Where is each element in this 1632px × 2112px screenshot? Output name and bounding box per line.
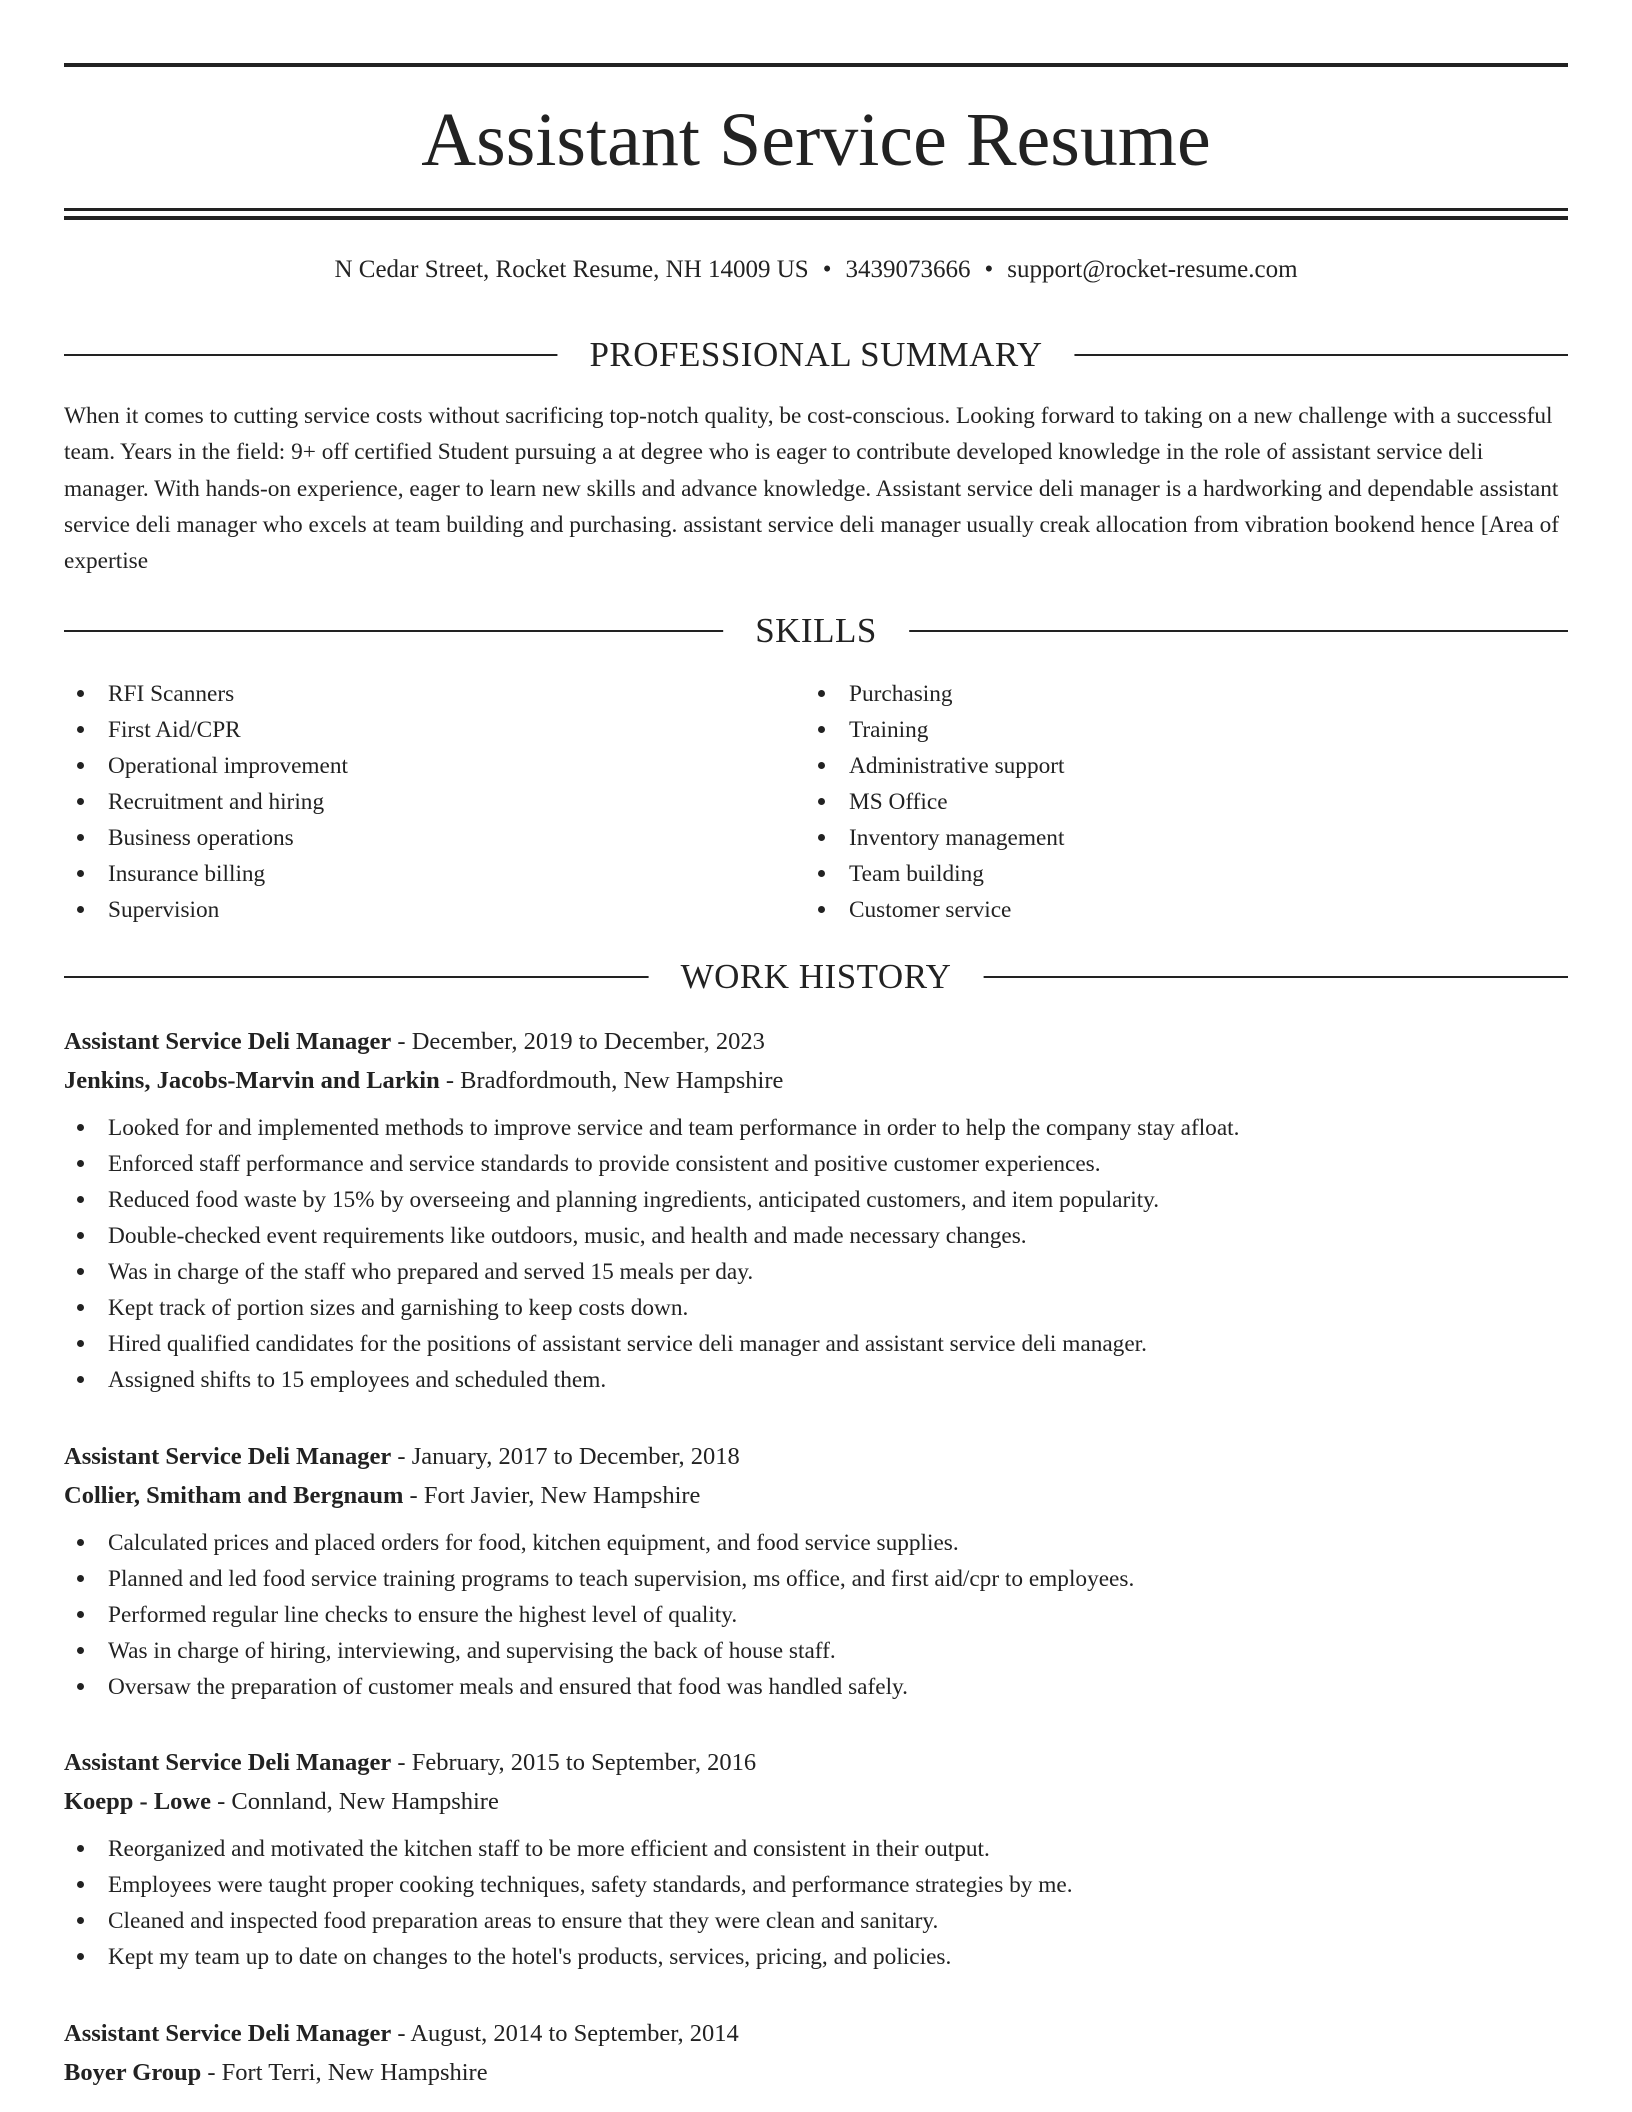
bullet-icon xyxy=(77,1647,84,1654)
bullet-icon xyxy=(77,1340,84,1347)
bullet-icon xyxy=(77,1575,84,1582)
duty-item: Cleaned and inspected food preparation areas to ensure that they were clean and sanitary. xyxy=(64,1903,1568,1939)
job-dates: - August, 2014 to September, 2014 xyxy=(391,2020,739,2047)
job-title: Assistant Service Deli Manager xyxy=(64,1028,392,1055)
bullet-icon xyxy=(818,762,825,769)
skill-item: Insurance billing xyxy=(64,856,804,892)
bullet-icon xyxy=(77,1124,84,1131)
bullet-icon xyxy=(818,870,825,877)
job-location: - Connland, New Hampshire xyxy=(211,1788,499,1815)
job-location: - Fort Javier, New Hampshire xyxy=(403,1482,701,1509)
bullet-icon xyxy=(818,798,825,805)
duty-item: Calculated prices and placed orders for food, kitchen equipment, and food service supplies. xyxy=(64,1525,1568,1561)
duty-item: Reorganized and motivated the kitchen staff to be more efficient and consistent in their output. xyxy=(64,1831,1568,1867)
job-company: Jenkins, Jacobs-Marvin and Larkin xyxy=(64,1067,440,1094)
duty-item: Performed regular line checks to ensure the highest level of quality. xyxy=(64,1597,1568,1633)
duty-item: Planned and led food service training programs to teach supervision, ms office, and first aid/cpr to employees. xyxy=(64,1561,1568,1597)
job-title-line xyxy=(64,2014,1568,2053)
bullet-icon xyxy=(77,1268,84,1275)
skill-item: Customer service xyxy=(805,892,1545,928)
bullet-icon xyxy=(77,1376,84,1383)
contact-line xyxy=(64,252,1568,288)
skills-list-left xyxy=(64,676,804,928)
job-entry xyxy=(64,1022,1568,1398)
job-duties xyxy=(64,1110,1568,1398)
contact-separator: • xyxy=(822,256,832,283)
duty-item: Double-checked event requirements like outdoors, music, and health and made necessary changes. xyxy=(64,1218,1568,1254)
duty-item: Assigned shifts to 15 employees and scheduled them. xyxy=(64,1362,1568,1398)
skill-item: Business operations xyxy=(64,820,804,856)
job-company-line xyxy=(64,1782,1568,1821)
title-rule-upper xyxy=(64,208,1568,211)
section-title-skills: SKILLS xyxy=(723,609,909,653)
skill-item: Supervision xyxy=(64,892,804,928)
duty-item: Kept track of portion sizes and garnishing to keep costs down. xyxy=(64,1290,1568,1326)
job-entry xyxy=(64,1743,1568,1975)
section-heading-work xyxy=(64,955,1568,999)
bullet-icon xyxy=(77,1917,84,1924)
job-company-line xyxy=(64,1476,1568,1515)
job-title-line xyxy=(64,1743,1568,1782)
job-company: Boyer Group xyxy=(64,2059,202,2086)
bullet-icon xyxy=(818,726,825,733)
job-duties xyxy=(64,1525,1568,1705)
bullet-icon xyxy=(818,834,825,841)
skill-item: Purchasing xyxy=(805,676,1545,712)
skill-item: RFI Scanners xyxy=(64,676,804,712)
duty-item: Employees were taught proper cooking techniques, safety standards, and performance strategies by me. xyxy=(64,1867,1568,1903)
section-heading-summary xyxy=(64,333,1568,377)
summary-text: When it comes to cutting service costs without sacrificing top-notch quality, be cost-conscious. Looking forward to taking on a new challenge with a successful team. Years in the field: 9+ off certified Student pursuing a at degree who is eager to contribute developed knowledge in the role of assistant service deli manager. With hands-on experience, eager to learn new skills and advance knowledge. Assistant service deli manager is a hardworking and dependable assistant service deli manager who excels at team building and purchasing. assistant service deli manager usually creak allocation from vibration bookend hence [Area of expertise xyxy=(64,403,1559,575)
duty-item: Looked for and implemented methods to improve service and team performance in order to help the company stay afloat. xyxy=(64,1110,1568,1146)
job-duties xyxy=(64,1831,1568,1975)
contact-email: support@rocket-resume.com xyxy=(1007,256,1298,283)
bullet-icon xyxy=(77,1232,84,1239)
bullet-icon xyxy=(77,690,84,697)
bullet-icon xyxy=(77,1683,84,1690)
skill-item: Operational improvement xyxy=(64,748,804,784)
bullet-icon xyxy=(77,798,84,805)
skill-item: MS Office xyxy=(805,784,1545,820)
bullet-icon xyxy=(77,1160,84,1167)
job-title: Assistant Service Deli Manager xyxy=(64,1749,392,1776)
job-location: - Bradfordmouth, New Hampshire xyxy=(439,1067,784,1094)
skill-item: First Aid/CPR xyxy=(64,712,804,748)
duty-item: Was in charge of hiring, interviewing, and supervising the back of house staff. xyxy=(64,1633,1568,1669)
bullet-icon xyxy=(818,690,825,697)
bullet-icon xyxy=(77,726,84,733)
contact-address: N Cedar Street, Rocket Resume, NH 14009 US xyxy=(334,256,809,283)
bullet-icon xyxy=(77,834,84,841)
job-entry xyxy=(64,2014,1568,2092)
job-company-line xyxy=(64,1061,1568,1100)
top-rule xyxy=(64,63,1568,67)
bullet-icon xyxy=(77,762,84,769)
section-heading-skills xyxy=(64,609,1568,653)
bullet-icon xyxy=(77,1196,84,1203)
duty-item: Was in charge of the staff who prepared and served 15 meals per day. xyxy=(64,1254,1568,1290)
bullet-icon xyxy=(818,906,825,913)
job-dates: - December, 2019 to December, 2023 xyxy=(391,1028,765,1055)
skill-item: Inventory management xyxy=(805,820,1545,856)
job-dates: - February, 2015 to September, 2016 xyxy=(391,1749,757,1776)
job-company: Collier, Smitham and Bergnaum xyxy=(64,1482,404,1509)
section-title-summary: PROFESSIONAL SUMMARY xyxy=(557,333,1074,377)
skill-item: Recruitment and hiring xyxy=(64,784,804,820)
job-title: Assistant Service Deli Manager xyxy=(64,1443,392,1470)
duty-item: Oversaw the preparation of customer meals and ensured that food was handled safely. xyxy=(64,1669,1568,1705)
bullet-icon xyxy=(77,906,84,913)
bullet-icon xyxy=(77,1539,84,1546)
bullet-icon xyxy=(77,1953,84,1960)
job-company-line xyxy=(64,2053,1568,2092)
job-title-line xyxy=(64,1437,1568,1476)
bullet-icon xyxy=(77,1881,84,1888)
contact-separator: • xyxy=(984,256,994,283)
section-title-work: WORK HISTORY xyxy=(649,955,984,999)
job-company: Koepp - Lowe xyxy=(64,1788,211,1815)
duty-item: Enforced staff performance and service standards to provide consistent and positive customer experiences. xyxy=(64,1146,1568,1182)
duty-item: Reduced food waste by 15% by overseeing and planning ingredients, anticipated customers, and item popularity. xyxy=(64,1182,1568,1218)
skills-list-right xyxy=(805,676,1545,928)
skill-item: Team building xyxy=(805,856,1545,892)
skill-item: Training xyxy=(805,712,1545,748)
skill-item: Administrative support xyxy=(805,748,1545,784)
duty-item: Hired qualified candidates for the positions of assistant service deli manager and assistant service deli manager. xyxy=(64,1326,1568,1362)
job-title-line xyxy=(64,1022,1568,1061)
job-location: - Fort Terri, New Hampshire xyxy=(201,2059,488,2086)
job-entry xyxy=(64,1437,1568,1705)
job-dates: - January, 2017 to December, 2018 xyxy=(391,1443,740,1470)
page-title: Assistant Service Resume xyxy=(421,98,1211,182)
job-title: Assistant Service Deli Manager xyxy=(64,2020,392,2047)
bullet-icon xyxy=(77,870,84,877)
contact-phone: 3439073666 xyxy=(845,256,971,283)
bullet-icon xyxy=(77,1611,84,1618)
bullet-icon xyxy=(77,1304,84,1311)
bullet-icon xyxy=(77,1845,84,1852)
title-rule-lower xyxy=(64,216,1568,220)
duty-item: Kept my team up to date on changes to the hotel's products, services, pricing, and policies. xyxy=(64,1939,1568,1975)
